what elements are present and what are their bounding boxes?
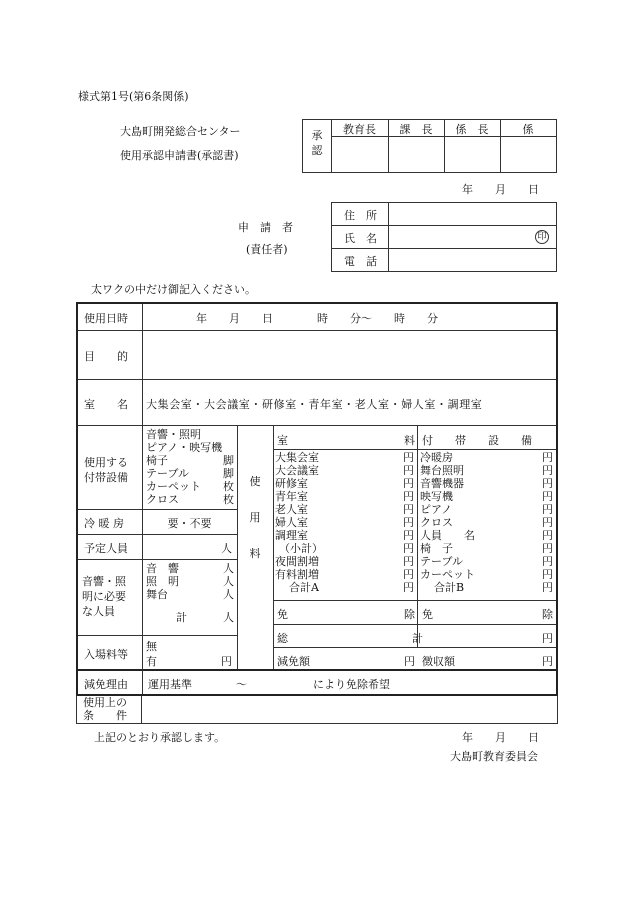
seal-mark-icon: 印 bbox=[535, 230, 549, 244]
use-datetime-field[interactable]: 年 月 日 時 分〜 時 分 bbox=[196, 312, 438, 325]
approval-stamp-table bbox=[302, 119, 557, 173]
conditions-row bbox=[76, 696, 558, 724]
application-date: 年 月 日 bbox=[462, 183, 539, 196]
equipment-fee-list bbox=[420, 451, 553, 594]
sound-staff-total[interactable]: 計 人 bbox=[176, 611, 234, 624]
people-label: 予定人員 bbox=[84, 542, 128, 555]
equipment-item[interactable]: ピアノ・映写機 bbox=[146, 441, 223, 454]
reduction-yen: 円 bbox=[404, 655, 415, 668]
people-field[interactable] bbox=[144, 536, 218, 556]
approval-date: 年 月 日 bbox=[462, 731, 539, 744]
phone-label: 電 話 bbox=[344, 255, 377, 268]
room-fee-row[interactable]: 大集会室 円 bbox=[275, 451, 414, 464]
equipment-fee-row[interactable]: クロス 円 bbox=[420, 516, 553, 529]
room-options[interactable]: 大集会室・大会議室・研修室・青年室・老人室・婦人室・調理室 bbox=[146, 398, 483, 411]
organization-name: 大島町開発総合センター bbox=[120, 125, 241, 138]
stamp-box-subsection-chief[interactable] bbox=[445, 137, 499, 171]
equipment-fee-row[interactable]: 映写機 円 bbox=[420, 490, 553, 503]
room-fee-row[interactable]: 大会議室 円 bbox=[275, 464, 414, 477]
approval-col-superintendent: 教育長 bbox=[343, 123, 376, 136]
entry-none-option[interactable]: 無 bbox=[146, 640, 157, 653]
stamp-box-superintendent[interactable] bbox=[332, 137, 387, 171]
collection-yen: 円 bbox=[542, 655, 553, 668]
equipment-fee-header: 付 帯 設 備 bbox=[422, 434, 532, 447]
purpose-field[interactable] bbox=[144, 332, 554, 377]
total-label: 総 bbox=[277, 632, 288, 645]
room-fee-row[interactable]: 老人室 円 bbox=[275, 503, 414, 516]
approval-statement: 上記のとおり承認します。 bbox=[94, 731, 226, 744]
equipment-label: 使用する 付帯設備 bbox=[84, 456, 128, 484]
exempt-right-label: 免 bbox=[422, 608, 433, 621]
equipment-fee-row[interactable]: 人員 名 円 bbox=[420, 529, 553, 542]
equipment-fee-row[interactable]: 舞台照明 円 bbox=[420, 464, 553, 477]
instruction-text: 太ワクの中だけ御記入ください。 bbox=[91, 283, 256, 296]
equipment-fee-row[interactable]: テーブル 円 bbox=[420, 555, 553, 568]
stamp-box-section-chief[interactable] bbox=[389, 137, 443, 171]
address-field[interactable] bbox=[389, 204, 555, 224]
equipment-item[interactable]: クロス 枚 bbox=[146, 493, 234, 506]
room-fee-row[interactable]: 調理室 円 bbox=[275, 529, 414, 542]
sound-staff-item[interactable]: 照 明 人 bbox=[146, 575, 234, 588]
exempt-right-end: 除 bbox=[542, 608, 553, 621]
collection-label: 徴収額 bbox=[422, 655, 455, 668]
equipment-item[interactable]: 音響・照明 bbox=[146, 428, 201, 441]
exempt-left-label: 免 bbox=[277, 608, 288, 621]
form-title: 使用承認申請書(承認書) bbox=[120, 149, 239, 162]
conditions-field[interactable] bbox=[143, 697, 553, 722]
issuer-name: 大島町教育委員会 bbox=[450, 750, 538, 763]
sound-staff-item[interactable]: 舞台 人 bbox=[146, 588, 234, 601]
conditions-label: 使用上の 条 件 bbox=[83, 696, 127, 722]
room-fee-header: 室 bbox=[277, 434, 288, 447]
fee-label: 使 用 料 bbox=[249, 475, 261, 560]
entry-yen-unit: 円 bbox=[221, 655, 232, 668]
approval-col-section-chief: 課 長 bbox=[399, 123, 433, 136]
reason-label: 減免理由 bbox=[84, 678, 128, 691]
form-number: 様式第1号(第6条関係) bbox=[78, 90, 189, 103]
approval-label: 承 認 bbox=[311, 129, 323, 157]
name-label: 氏 名 bbox=[344, 232, 377, 245]
reduction-label: 減免額 bbox=[277, 655, 310, 668]
equipment-fee-row[interactable]: 音響機器 円 bbox=[420, 477, 553, 490]
room-label: 室 名 bbox=[84, 398, 128, 411]
total-yen: 円 bbox=[542, 632, 553, 645]
entry-yes-option[interactable]: 有 bbox=[146, 655, 157, 668]
room-fee-subtotal[interactable]: （小計） 円 bbox=[279, 542, 414, 555]
purpose-label: 目 的 bbox=[84, 350, 128, 363]
room-fee-row[interactable]: 夜間割増 円 bbox=[275, 555, 414, 568]
people-unit: 人 bbox=[221, 542, 232, 555]
room-fee-list bbox=[275, 451, 414, 594]
applicant-table bbox=[331, 202, 557, 272]
sound-staff-label: 音響・照 明に必要 な人員 bbox=[82, 575, 126, 618]
equipment-item[interactable]: 椅子 脚 bbox=[146, 454, 234, 467]
equipment-item[interactable]: カーペット 枚 bbox=[146, 480, 234, 493]
entry-fee-label: 入場料等 bbox=[84, 648, 128, 661]
sound-staff-item[interactable]: 音 響 人 bbox=[146, 562, 234, 575]
cooling-label: 冷 暖 房 bbox=[84, 517, 124, 530]
applicant-sublabel: (責任者) bbox=[246, 243, 288, 256]
equipment-fee-row[interactable]: ピアノ 円 bbox=[420, 503, 553, 516]
phone-field[interactable] bbox=[389, 250, 555, 270]
reason-field[interactable]: 運用基準 〜 により免除希望 bbox=[148, 678, 390, 691]
cooling-options[interactable]: 要・不要 bbox=[167, 517, 212, 530]
room-fee-total-a[interactable]: 合計A 円 bbox=[289, 581, 414, 594]
address-label: 住 所 bbox=[344, 209, 377, 222]
name-field[interactable] bbox=[389, 227, 539, 247]
total-mid-label: 計 bbox=[412, 632, 423, 645]
room-fee-row[interactable]: 研修室 円 bbox=[275, 477, 414, 490]
sound-staff-list bbox=[146, 562, 234, 624]
room-fee-row[interactable]: 婦人室 円 bbox=[275, 516, 414, 529]
equipment-fee-row[interactable]: カーペット 円 bbox=[420, 568, 553, 581]
exempt-left-end: 除 bbox=[404, 608, 415, 621]
total-field[interactable] bbox=[290, 626, 530, 645]
equipment-fee-row[interactable]: 椅 子 円 bbox=[420, 542, 553, 555]
equipment-list bbox=[146, 428, 234, 506]
room-fee-row[interactable]: 有料割増 円 bbox=[275, 568, 414, 581]
room-fee-row[interactable]: 青年室 円 bbox=[275, 490, 414, 503]
stamp-box-staff[interactable] bbox=[501, 137, 555, 171]
room-fee-header-right: 料 bbox=[404, 434, 415, 447]
approval-col-subsection-chief: 係 長 bbox=[455, 123, 489, 136]
equipment-fee-row[interactable]: 冷暖房 円 bbox=[420, 451, 553, 464]
approval-col-staff: 係 bbox=[522, 123, 534, 136]
applicant-label: 申 請 者 bbox=[238, 221, 293, 234]
use-datetime-label: 使用日時 bbox=[84, 312, 128, 325]
main-form bbox=[76, 302, 558, 696]
equipment-item[interactable]: テーブル 脚 bbox=[146, 467, 234, 480]
equipment-fee-total-b[interactable]: 合計B 円 bbox=[434, 581, 553, 594]
